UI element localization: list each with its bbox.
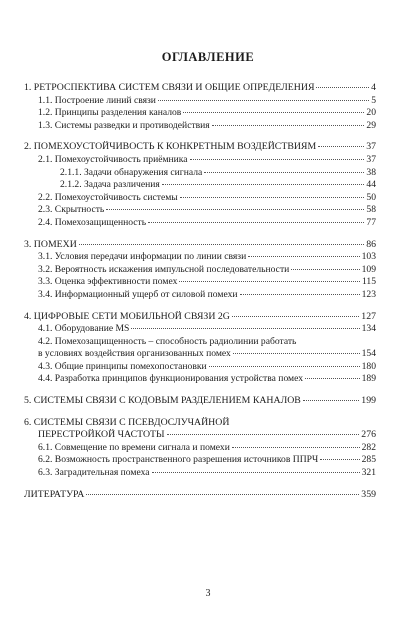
leader-dots <box>131 328 359 329</box>
toc-entry-page: 282 <box>361 441 376 453</box>
leader-dots <box>232 316 359 317</box>
toc-entry-title: 4.1. Оборудование MS <box>38 323 130 335</box>
page-number: 3 <box>205 588 211 599</box>
leader-dots <box>240 294 360 295</box>
toc-entry-page: 4 <box>371 82 376 93</box>
toc-chapter-3[interactable] <box>24 239 376 252</box>
toc-entry-title-continued: ПЕРЕСТРОЙКОЙ ЧАСТОТЫ <box>38 429 165 441</box>
toc-entry-title: 2.3. Скрытность <box>38 204 105 216</box>
leader-dots <box>320 459 359 460</box>
toc-chapter-5[interactable] <box>24 395 376 408</box>
toc-section-4-1[interactable] <box>24 323 376 336</box>
toc-section-6-3[interactable] <box>24 467 376 480</box>
leader-dots <box>180 197 365 198</box>
toc-entry-title: 5. СИСТЕМЫ СВЯЗИ С КОДОВЫМ РАЗДЕЛЕНИЕМ КАНАЛОВ <box>24 395 301 407</box>
toc-entry-page: 199 <box>361 395 376 407</box>
toc-entry-title: 2.2. Помехоустойчивость системы <box>38 191 178 203</box>
toc-chapter-1[interactable] <box>24 82 376 95</box>
toc-entry-page: 58 <box>366 204 376 216</box>
toc-entry-page: 154 <box>361 348 376 360</box>
leader-dots <box>291 269 359 270</box>
toc-entry-page: 180 <box>361 360 376 372</box>
toc-entry-page: 285 <box>361 454 376 466</box>
toc-chapter-6-line1[interactable] <box>24 417 376 430</box>
toc-entry-title: ЛИТЕРАТУРА <box>24 488 85 500</box>
toc-section-3-2[interactable] <box>24 264 376 277</box>
toc-entry-title-continued: в условиях воздействия организованных помех <box>38 348 231 360</box>
toc-section-6-1[interactable] <box>24 442 376 455</box>
toc-section-1-3[interactable] <box>24 120 376 133</box>
toc-entry-title: 2.4. Помехозащищенность <box>38 216 147 228</box>
toc-literature[interactable] <box>24 489 376 502</box>
leader-dots <box>183 112 364 113</box>
leader-dots <box>233 353 360 354</box>
toc-entry-page: 5 <box>371 94 376 106</box>
toc-entry-title: 6.3. Заградительная помеха <box>38 467 150 479</box>
toc-entry-page: 109 <box>361 263 376 275</box>
page-title: ОГЛАВЛЕНИЕ <box>161 50 255 64</box>
leader-dots <box>152 472 360 473</box>
toc-section-2-3[interactable] <box>24 204 376 217</box>
toc-entry-title: 2. ПОМЕХОУСТОЙЧИВОСТЬ К КОНКРЕТНЫМ ВОЗДЕЙСТВИЯМ <box>24 141 317 153</box>
toc-entry-page: 44 <box>366 179 376 191</box>
toc-entry-title: 6.2. Возможность пространственного разрешения источников ППРЧ <box>38 454 319 466</box>
toc-chapter-4[interactable] <box>24 311 376 324</box>
toc-section-4-3[interactable] <box>24 361 376 374</box>
toc-section-1-2[interactable] <box>24 107 376 120</box>
leader-dots <box>162 184 365 185</box>
toc-section-3-4[interactable] <box>24 289 376 302</box>
toc-entry-page: 189 <box>361 373 376 385</box>
toc-section-2-1[interactable] <box>24 154 376 167</box>
leader-dots <box>212 125 365 126</box>
toc-entry-page: 127 <box>361 310 376 322</box>
toc-section-4-2-line2[interactable] <box>24 348 376 361</box>
toc-subsection-2-1-2[interactable] <box>24 179 376 192</box>
leader-dots <box>179 281 360 282</box>
leader-dots <box>79 244 364 245</box>
leader-dots <box>158 100 369 101</box>
toc-section-2-4[interactable] <box>24 217 376 230</box>
toc-entry-page: 123 <box>361 288 376 300</box>
toc-section-3-3[interactable] <box>24 276 376 289</box>
toc-entry-title: 6.1. Совмещение по времени сигнала и помехи <box>38 441 230 453</box>
toc-chapter-6-line2[interactable] <box>24 429 376 442</box>
toc-entry-page: 321 <box>361 467 376 479</box>
toc-entry-title: 3.1. Условия передачи информации по линии связи <box>38 251 247 263</box>
leader-dots <box>204 172 364 173</box>
toc-entry-page: 29 <box>366 119 376 131</box>
leader-dots <box>316 87 369 88</box>
toc-entry-page: 38 <box>366 166 376 178</box>
leader-dots <box>303 400 359 401</box>
toc-entry-title: 6. СИСТЕМЫ СВЯЗИ С ПСЕВДОСЛУЧАЙНОЙ <box>24 416 230 428</box>
toc-entry-page: 50 <box>366 191 376 203</box>
toc-entry-page: 115 <box>361 276 376 288</box>
toc-entry-title: 2.1.1. Задачи обнаружения сигнала <box>60 166 203 178</box>
toc-entry-title: 1.1. Построение линий связи <box>38 94 156 106</box>
toc-subsection-2-1-1[interactable] <box>24 167 376 180</box>
leader-dots <box>318 146 364 147</box>
table-of-contents <box>24 82 376 501</box>
toc-entry-title: 4.2. Помехозащищенность – способность радиолинии работать <box>38 335 297 347</box>
toc-section-4-4[interactable] <box>24 373 376 386</box>
leader-dots <box>305 378 360 379</box>
toc-entry-page: 37 <box>366 141 376 153</box>
toc-entry-title: 1. РЕТРОСПЕКТИВА СИСТЕМ СВЯЗИ И ОБЩИЕ ОПРЕДЕЛЕНИЯ <box>24 82 315 93</box>
toc-entry-title: 3. ПОМЕХИ <box>24 238 77 250</box>
toc-section-2-2[interactable] <box>24 192 376 205</box>
leader-dots <box>248 256 359 257</box>
toc-entry-title: 4. ЦИФРОВЫЕ СЕТИ МОБИЛЬНОЙ СВЯЗИ 2G <box>24 310 230 322</box>
leader-dots <box>232 447 360 448</box>
toc-entry-page: 20 <box>366 107 376 119</box>
toc-entry-title: 4.3. Общие принципы помехопостановки <box>38 360 207 372</box>
toc-entry-page: 37 <box>366 153 376 165</box>
toc-section-1-1[interactable] <box>24 95 376 108</box>
toc-entry-title: 3.2. Вероятность искажения импульсной последовательности <box>38 263 290 275</box>
toc-entry-page: 359 <box>361 488 376 500</box>
toc-entry-title: 3.4. Информационный ущерб от силовой помехи <box>38 288 238 300</box>
toc-entry-title: 3.3. Оценка эффективности помех <box>38 276 178 288</box>
toc-entry-page: 276 <box>361 429 376 441</box>
toc-entry-title: 2.1.2. Задача различения <box>60 179 160 191</box>
leader-dots <box>190 159 365 160</box>
leader-dots <box>167 434 360 435</box>
leader-dots <box>148 222 364 223</box>
toc-section-4-2-line1[interactable] <box>24 336 376 349</box>
toc-entry-title: 4.4. Разработка принципов функционирования устройства помех <box>38 373 304 385</box>
leader-dots <box>106 209 364 210</box>
toc-entry-title: 2.1. Помехоустойчивость приёмника <box>38 153 188 165</box>
toc-section-6-2[interactable] <box>24 454 376 467</box>
toc-entry-title: 1.2. Принципы разделения каналов <box>38 107 182 119</box>
toc-chapter-2[interactable] <box>24 141 376 154</box>
toc-entry-title: 1.3. Системы разведки и противодействия <box>38 119 210 131</box>
leader-dots <box>209 366 360 367</box>
toc-entry-page: 86 <box>366 238 376 250</box>
toc-entry-page: 103 <box>361 251 376 263</box>
toc-entry-page: 134 <box>361 323 376 335</box>
toc-section-3-1[interactable] <box>24 251 376 264</box>
leader-dots <box>86 494 359 495</box>
toc-entry-page: 77 <box>366 216 376 228</box>
